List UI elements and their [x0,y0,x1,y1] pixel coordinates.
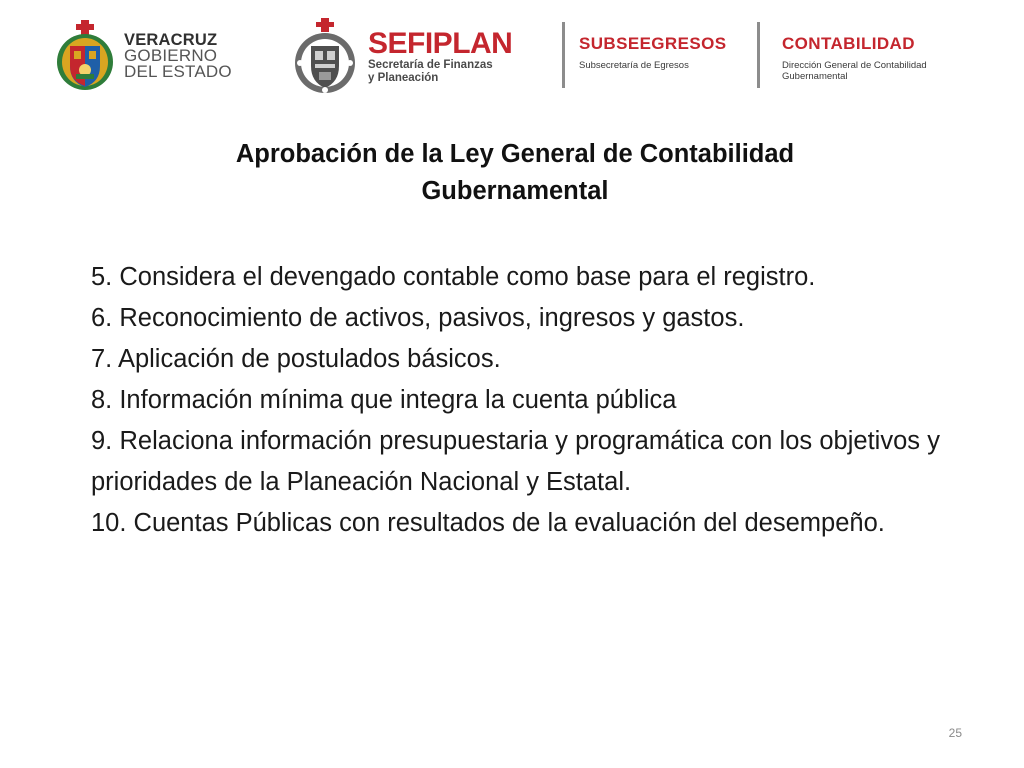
header-divider [562,22,565,88]
list-item: 8. Información mínima que integra la cuenta pública [91,386,677,414]
subseegresos-title: SUBSEEGRESOS [579,34,727,53]
veracruz-coat-of-arms-icon [54,20,116,92]
sefiplan-logo [292,16,512,98]
header-divider [757,22,760,88]
contabilidad-title: CONTABILIDAD [782,34,915,53]
header-logo-strip [0,0,1024,112]
contabilidad-subtitle-line1: Dirección General de Contabilidad [782,60,927,71]
body-list [91,257,940,544]
list-item: 10. Cuentas Públicas con resultados de la evaluación del desempeño. [91,509,885,537]
contabilidad-logo [782,34,927,82]
slide-title-line2: Gubernamental [421,177,609,205]
sefiplan-shield-icon [292,18,358,96]
veracruz-wordmark [124,32,232,80]
subseegresos-logo [579,34,726,71]
contabilidad-subtitle-line2: Gubernamental [782,71,848,82]
subseegresos-subtitle: Subsecretaría de Egresos [579,60,689,71]
list-item: 5. Considera el devengado contable como base para el registro. [91,263,816,291]
sefiplan-sub-line1: Secretaría de Finanzas [368,59,493,71]
veracruz-logo [54,20,232,92]
veracruz-name: VERACRUZ [124,31,218,49]
veracruz-gov-line2: DEL ESTADO [124,62,232,81]
sefiplan-name: SEFIPLAN [368,27,513,60]
page-number: 25 [948,726,962,740]
slide-title-line1: Aprobación de la Ley General de Contabilidad [235,140,795,168]
list-item: 9. Relaciona información presupuestaria y programática con los objetivos y prioridades de la Planeación Nacional y Estatal. [91,427,940,496]
veracruz-gov-line1: GOBIERNO [124,46,218,65]
sefiplan-wordmark [368,29,512,85]
list-item: 7. Aplicación de postulados básicos. [91,345,501,373]
list-item: 6. Reconocimiento de activos, pasivos, ingresos y gastos. [91,304,745,332]
slide-title [150,136,880,210]
sefiplan-sub-line2: y Planeación [368,72,439,84]
